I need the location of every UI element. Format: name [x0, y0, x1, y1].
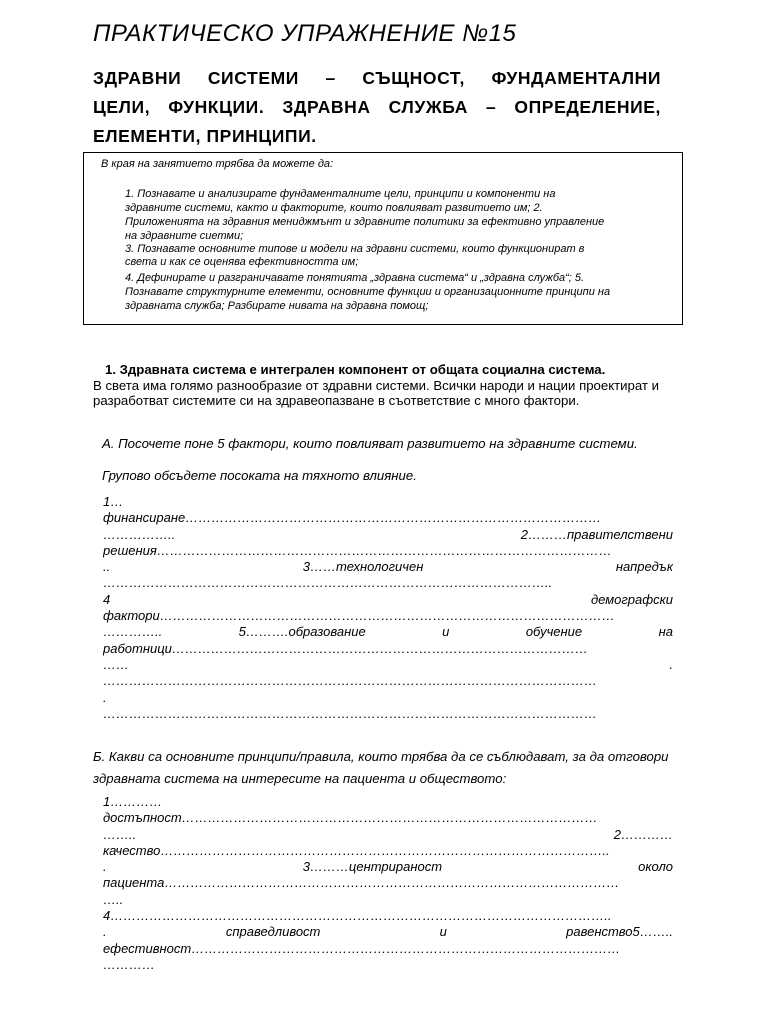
answer-line-text: …………….. — [103, 526, 176, 542]
question-a-subtext: Групово обсъдете посоката на тяхното влияние. — [102, 468, 417, 483]
objective-line: 3. Познавате основните типове и модели на здравни системи, които функционират в — [125, 243, 585, 255]
objective-line: на здравните сиетми; — [125, 230, 244, 242]
section-1-paragraph: В света има голямо разнообразие от здравни системи. Всички народи и нации проектират и разработват системите си на здравеопазване в съответствие с много фактори. — [93, 377, 659, 408]
answer-line-text: качество………………………………………………………………………………………….. — [103, 842, 610, 858]
answer-line[interactable] — [103, 657, 673, 673]
answer-line-text: . — [103, 859, 107, 875]
answer-line[interactable] — [103, 608, 673, 624]
answer-line[interactable] — [103, 859, 673, 875]
answer-line-text: ………………………………………………………………………………………….. — [103, 575, 553, 591]
answer-line-text: 2………… — [613, 826, 673, 842]
answer-line-text: на — [658, 624, 673, 640]
answer-line[interactable] — [103, 924, 673, 940]
topic-heading — [93, 64, 661, 151]
answer-line-text: . — [669, 656, 673, 672]
answer-line-text: 3………центрираност — [302, 859, 443, 875]
answer-line-text: справедливост — [225, 924, 321, 940]
answer-line[interactable] — [103, 941, 673, 957]
answer-line-text: 3……технологичен — [302, 559, 424, 575]
question-a-answer-lines[interactable] — [103, 494, 673, 722]
answer-line[interactable] — [103, 892, 673, 908]
answer-line-text: и — [442, 624, 450, 640]
answer-line[interactable] — [103, 510, 673, 526]
answer-line-text: финансиране…………………………………………………………………………………… — [103, 510, 602, 526]
answer-line-text: напредък — [615, 559, 673, 575]
objective-line: света и как се оценява ефективността им; — [125, 256, 359, 268]
topic-heading-line: ЗДРАВНИ СИСТЕМИ – СЪЩНОСТ, ФУНДАМЕНТАЛНИ — [93, 68, 661, 88]
answer-line-text: . — [103, 689, 107, 705]
answer-line-text: ….. — [103, 891, 124, 907]
learning-objectives-box — [83, 152, 683, 325]
answer-line[interactable] — [103, 624, 673, 640]
objective-line: Приложенията на здравния мениджмънт и здравните политики за ефективно управление — [125, 216, 605, 228]
objective-line: здравните системи, както и факторите, които повлияват развитието им; 2. — [125, 202, 543, 214]
answer-line-text: 2………правителствени — [520, 526, 673, 542]
objective-line: здравната служба; Разбирате нивата на здравна помощ; — [125, 300, 429, 312]
answer-line[interactable] — [103, 908, 673, 924]
section-1 — [93, 362, 683, 409]
answer-line-text: около — [638, 859, 673, 875]
answer-line-text: решения…………………………………………………………………………………………… — [103, 542, 612, 558]
answer-line[interactable] — [103, 494, 673, 510]
answer-line-text: пациента…………………………………………………………………………………………… — [103, 875, 620, 891]
objectives-intro: В края на занятието трябва да можете да: — [101, 158, 334, 170]
answer-line[interactable] — [103, 592, 673, 608]
answer-line[interactable] — [103, 690, 673, 706]
objective-line: 1. Познавате и анализирате фундаменталните цели, принципи и компоненти на — [125, 188, 556, 200]
objective-line: Познавате структурните елементи, основните функции и организационните принципи на — [125, 286, 611, 298]
answer-line[interactable] — [103, 543, 673, 559]
answer-line[interactable] — [103, 706, 673, 722]
answer-line-text: обучение — [525, 624, 583, 640]
answer-line-text: …………………………………………………………………………………………………… — [103, 673, 597, 689]
answer-line[interactable] — [103, 575, 673, 591]
answer-line[interactable] — [103, 673, 673, 689]
question-b: Б. Какви са основните принципи/правила, които трябва да се съблюдават, за да отговори здравната система на интересите на пациента и обществото: — [93, 749, 669, 786]
answer-line-text: 4…………………………………………………………………………………………………….. — [103, 908, 612, 924]
answer-line[interactable] — [103, 957, 673, 973]
answer-line[interactable] — [103, 641, 673, 657]
answer-line-text: …… — [103, 656, 129, 672]
answer-line-text: 5……….образование — [238, 624, 366, 640]
answer-line-text: ефестивност……………………………………………………………………………………… — [103, 940, 621, 956]
answer-line-text: ………… — [103, 956, 155, 972]
topic-heading-line: ЕЛЕМЕНТИ, ПРИНЦИПИ. — [93, 126, 317, 146]
answer-line-text: 1………… — [103, 794, 163, 809]
answer-line[interactable] — [103, 843, 673, 859]
answer-line-text: 4 — [103, 591, 111, 607]
page-title: ПРАКТИЧЕСКО УПРАЖНЕНИЕ №15 — [93, 20, 517, 47]
question-b-answer-lines[interactable] — [103, 794, 673, 973]
answer-line[interactable] — [103, 559, 673, 575]
answer-line-text: .. — [103, 559, 111, 575]
answer-line-text: фактори…………………………………………………………………………………………… — [103, 608, 615, 624]
answer-line-text: 1… — [103, 494, 124, 509]
answer-line[interactable] — [103, 875, 673, 891]
answer-line-text: …………………………………………………………………………………………………… — [103, 705, 597, 721]
answer-line-text: равенство5…….. — [566, 924, 673, 940]
answer-line-text: ………….. — [103, 624, 163, 640]
answer-line-text: демографски — [590, 591, 673, 607]
answer-line-text: …….. — [103, 826, 137, 842]
answer-line-text: . — [103, 924, 107, 940]
answer-line-text: работници…………………………………………………………………………………… — [103, 640, 588, 656]
objective-line: 4. Дефинирате и разграничавате понятията „здравна система“ и „здравна служба“; 5. — [125, 272, 585, 284]
answer-line[interactable] — [103, 810, 673, 826]
answer-line[interactable] — [103, 527, 673, 543]
answer-line-text: достъпност…………………………………………………………………………………… — [103, 810, 598, 826]
topic-heading-line: ЦЕЛИ, ФУНКЦИИ. ЗДРАВНА СЛУЖБА – ОПРЕДЕЛЕНИЕ, — [93, 97, 661, 117]
answer-line-text: и — [439, 924, 447, 940]
question-a: А. Посочете поне 5 фактори, които повлияват развитието на здравните системи. — [102, 436, 638, 451]
answer-line[interactable] — [103, 827, 673, 843]
section-1-heading: 1. Здравната система е интегрален компонент от общата социална система. — [105, 362, 606, 377]
answer-line[interactable] — [103, 794, 673, 810]
